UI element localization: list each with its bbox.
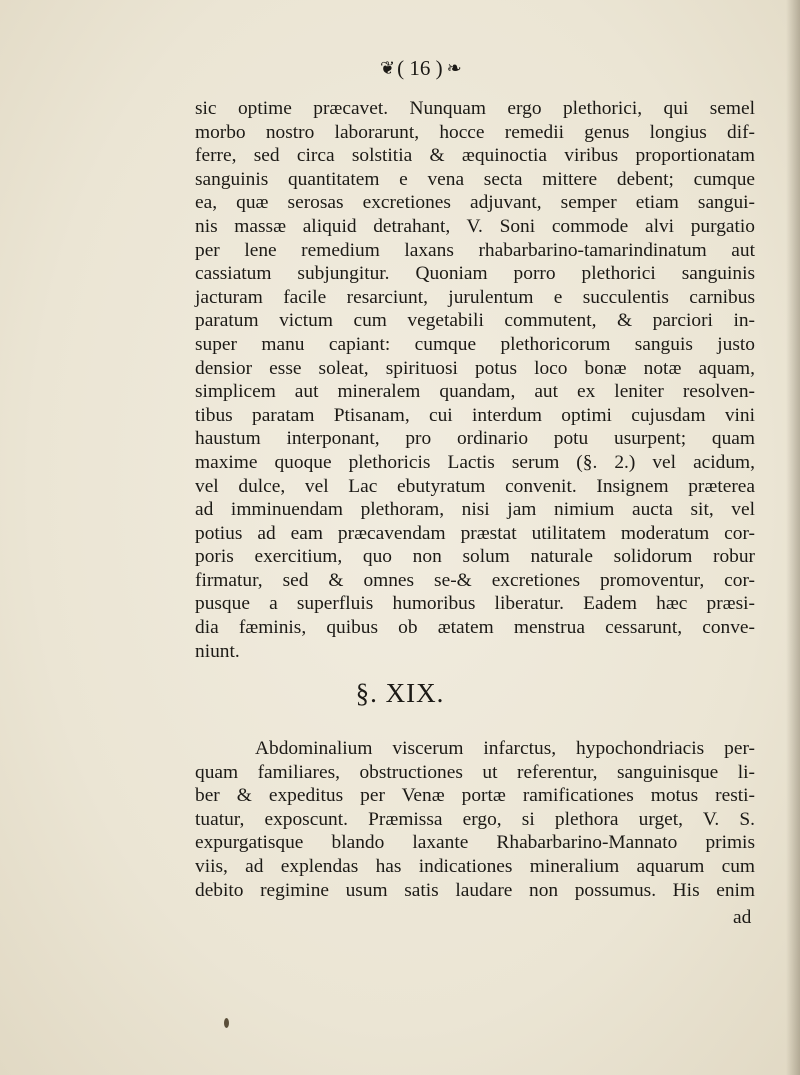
text-line: jacturam facile resarciunt, jurulentum e succulentis carnibus [195, 286, 755, 308]
text-line: per lene remedium laxans rhabarbarino-tamarindinatum aut [195, 239, 755, 261]
text-line: Abdominalium viscerum infarctus, hypochondriacis per- [255, 738, 755, 759]
text-line: ea, quæ serosas excretiones adjuvant, semper etiam sangui- [195, 192, 755, 214]
text-line: super manu capiant: cumque plethoricorum sanguis justo [195, 333, 755, 355]
text-line: sic optime præcavet. Nunquam ergo plethorici, qui semel [195, 98, 755, 119]
text-line: densior esse soleat, spirituosi potus loco bonæ notæ aquam, [195, 357, 755, 379]
text-line: simplicem aut mineralem quandam, aut ex leniter resolven- [195, 381, 755, 403]
section-heading: §. XIX. [355, 678, 445, 708]
left-ornament-icon: ❦ [380, 57, 394, 78]
page-number: ( 16 ) [397, 55, 443, 80]
text-line: expurgatisque blando laxante Rhabarbarino-Mannato primis [195, 832, 755, 854]
page-edge-shadow [786, 0, 800, 1075]
text-line: dia fæminis, quibus ob ætatem menstrua cessarunt, conve- [195, 617, 755, 639]
text-line: nis massæ aliquid detrahant, V. Soni commode alvi purgatio [195, 215, 755, 237]
text-line: vel dulce, vel Lac ebutyratum convenit. Insignem præterea [195, 475, 755, 497]
ink-speck [224, 1018, 229, 1028]
paragraph-one [195, 97, 755, 663]
text-line: firmatur, sed & omnes se-& excretiones promoventur, cor- [195, 569, 755, 591]
text-line: niunt. [195, 640, 240, 662]
text-line: sanguinis quantitatem e vena secta mittere debent; cumque [195, 168, 755, 190]
text-line: tibus paratam Ptisanam, cui interdum optimi cujusdam vini [195, 404, 755, 426]
text-line: morbo nostro laborarunt, hocce remedii genus longius dif- [195, 121, 755, 143]
text-line: cassiatum subjungitur. Quoniam porro plethorici sanguinis [195, 263, 755, 285]
text-line: debito regimine usum satis laudare non possumus. His enim [195, 879, 755, 901]
paragraph-two [195, 737, 755, 902]
text-line: potius ad eam præcavendam præstat utilitatem moderatum cor- [195, 522, 755, 544]
text-line: pusque a superfluis humoribus liberatur. Eadem hæc præsi- [195, 593, 755, 615]
text-line: ferre, sed circa solstitia & æquinoctia viribus proportionatam [195, 145, 755, 167]
right-ornament-icon: ❧ [446, 57, 460, 78]
text-line: maxime quoque plethoricis Lactis serum (§. 2.) vel acidum, [195, 451, 755, 473]
text-line: paratum victum cum vegetabili commutent, & parciori in- [195, 310, 755, 332]
text-line: viis, ad explendas has indicationes mineralium aquarum cum [195, 855, 755, 877]
page-header [380, 50, 460, 86]
text-line: haustum interponant, pro ordinario potu usurpent; quam [195, 428, 755, 450]
text-line: tuatur, exposcunt. Præmissa ergo, si plethora urget, V. S. [195, 808, 755, 830]
text-line: ad imminuendam plethoram, nisi jam nimium aucta sit, vel [195, 499, 755, 521]
text-line: poris exercitium, quo non solum naturale solidorum robur [195, 546, 755, 568]
text-line: quam familiares, obstructiones ut referentur, sanguinisque li- [195, 761, 755, 783]
text-line: ber & expeditus per Venæ portæ ramificationes motus resti- [195, 785, 755, 807]
catchword: ad [733, 907, 752, 928]
